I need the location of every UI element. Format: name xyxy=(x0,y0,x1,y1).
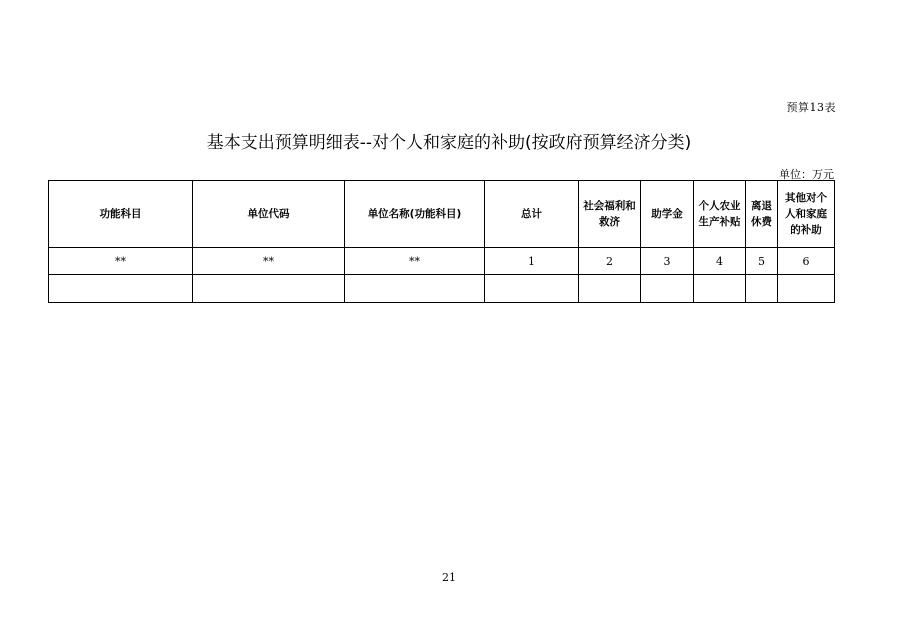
table-cell xyxy=(579,275,641,303)
page-number: 21 xyxy=(442,571,456,584)
table-cell: ** xyxy=(49,248,193,275)
col-header-agri-subsidy: 个人农业生产补贴 xyxy=(694,181,746,248)
page-title: 基本支出预算明细表--对个人和家庭的补助(按政府预算经济分类) xyxy=(206,133,692,153)
table-cell: 1 xyxy=(485,248,579,275)
table-cell: 4 xyxy=(694,248,746,275)
table-cell xyxy=(694,275,746,303)
table-cell xyxy=(641,275,694,303)
table-header-row xyxy=(49,181,835,248)
table-cell: 3 xyxy=(641,248,694,275)
table-cell xyxy=(485,275,579,303)
table-cell: ** xyxy=(193,248,345,275)
col-header-unit-code: 单位代码 xyxy=(193,181,345,248)
table-cell: 6 xyxy=(778,248,835,275)
table-row-blank xyxy=(49,275,835,303)
col-header-student-grant: 助学金 xyxy=(641,181,694,248)
col-header-function-subject: 功能科目 xyxy=(49,181,193,248)
table-cell xyxy=(345,275,485,303)
table-cell xyxy=(49,275,193,303)
table-cell: 5 xyxy=(746,248,778,275)
col-header-other-subsidy: 其他对个人和家庭的补助 xyxy=(778,181,835,248)
col-header-unit-name: 单位名称(功能科目) xyxy=(345,181,485,248)
col-header-total: 总计 xyxy=(485,181,579,248)
table-cell xyxy=(778,275,835,303)
table-row-index xyxy=(49,248,835,275)
form-number: 预算13表 xyxy=(786,101,836,114)
col-header-retirement: 离退休费 xyxy=(746,181,778,248)
col-header-social-welfare: 社会福利和救济 xyxy=(579,181,641,248)
table-cell: ** xyxy=(345,248,485,275)
table-cell xyxy=(193,275,345,303)
budget-table xyxy=(48,180,835,303)
unit-label: 单位：万元 xyxy=(779,168,834,181)
table-cell: 2 xyxy=(579,248,641,275)
table-cell xyxy=(746,275,778,303)
